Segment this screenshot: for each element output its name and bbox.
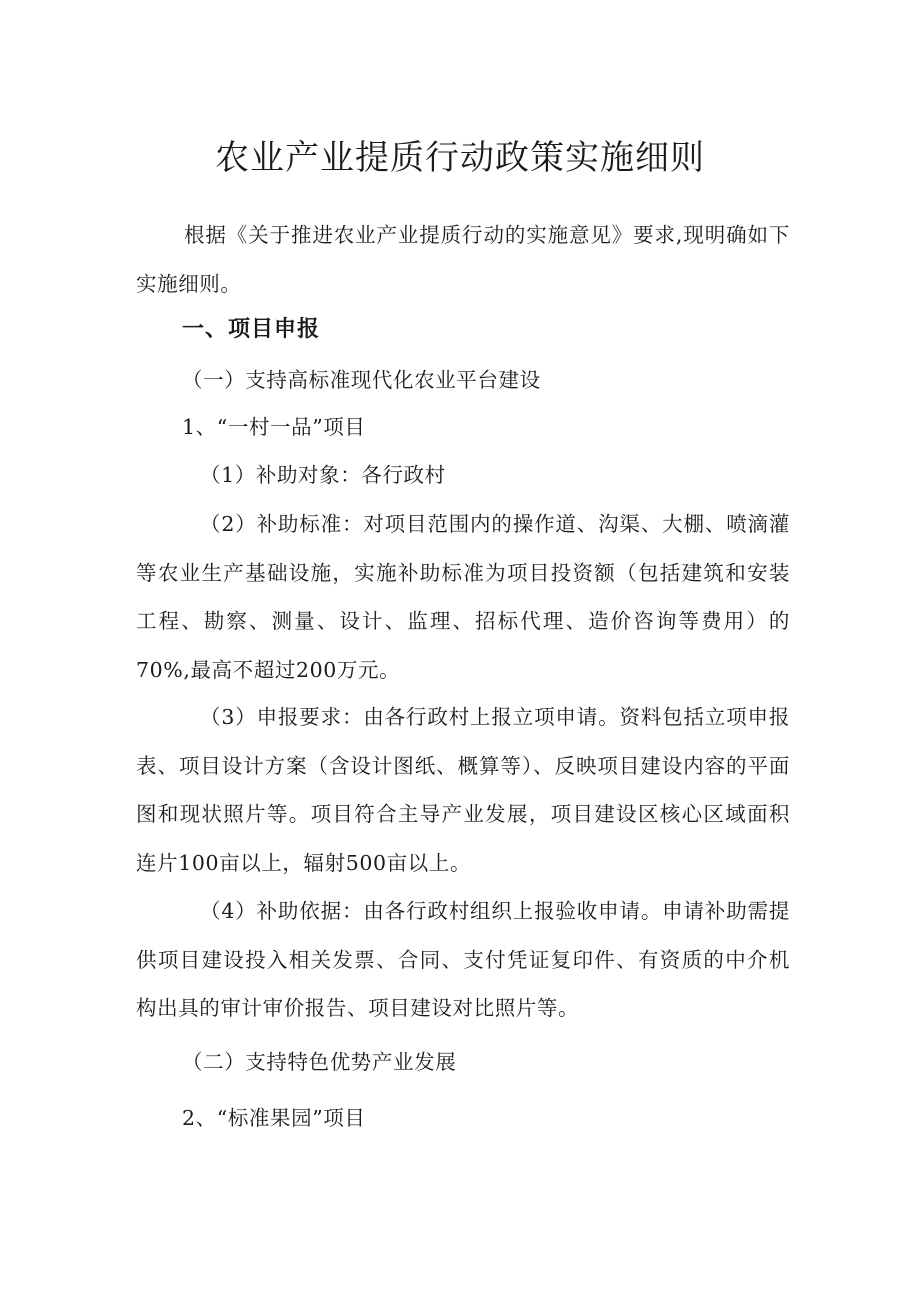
subsection-heading-platform: （一）支持高标准现代化农业平台建设 bbox=[182, 368, 541, 392]
subsection-heading-specialty-industry: （二）支持特色优势产业发展 bbox=[182, 1050, 457, 1074]
clause-subsidy-standard: （2）补助标准：对项目范围内的操作道、沟渠、大棚、喷滴灌等农业生产基础设施，实施补助标准为项目投资额（包括建筑和安装工程、勘察、测量、设计、监理、招标代理、造价咨询等费用）的70%,最高不超过200万元。 bbox=[136, 512, 790, 682]
item-title-one-village-one-product: 1、“一村一品”项目 bbox=[182, 415, 366, 439]
clause-application-requirements: （3）申报要求：由各行政村上报立项申请。资料包括立项申报表、项目设计方案（含设计图纸、概算等）、反映项目建设内容的平面图和现状照片等。项目符合主导产业发展，项目建设区核心区域面积连片100亩以上，辐射500亩以上。 bbox=[136, 705, 790, 875]
section-heading-project-application: 一、项目申报 bbox=[182, 317, 321, 342]
clause-subsidy-basis: （4）补助依据：由各行政村组织上报验收申请。申请补助需提供项目建设投入相关发票、合同、支付凭证复印件、有资质的中介机构出具的审计审价报告、项目建设对比照片等。 bbox=[136, 899, 790, 1020]
document-title: 农业产业提质行动政策实施细则 bbox=[215, 138, 705, 178]
item-title-standard-orchard: 2、“标准果园”项目 bbox=[182, 1106, 366, 1130]
intro-paragraph: 根据《关于推进农业产业提质行动的实施意见》要求,现明确如下实施细则。 bbox=[136, 223, 790, 296]
clause-subsidy-target: （1）补助对象：各行政村 bbox=[200, 463, 446, 487]
